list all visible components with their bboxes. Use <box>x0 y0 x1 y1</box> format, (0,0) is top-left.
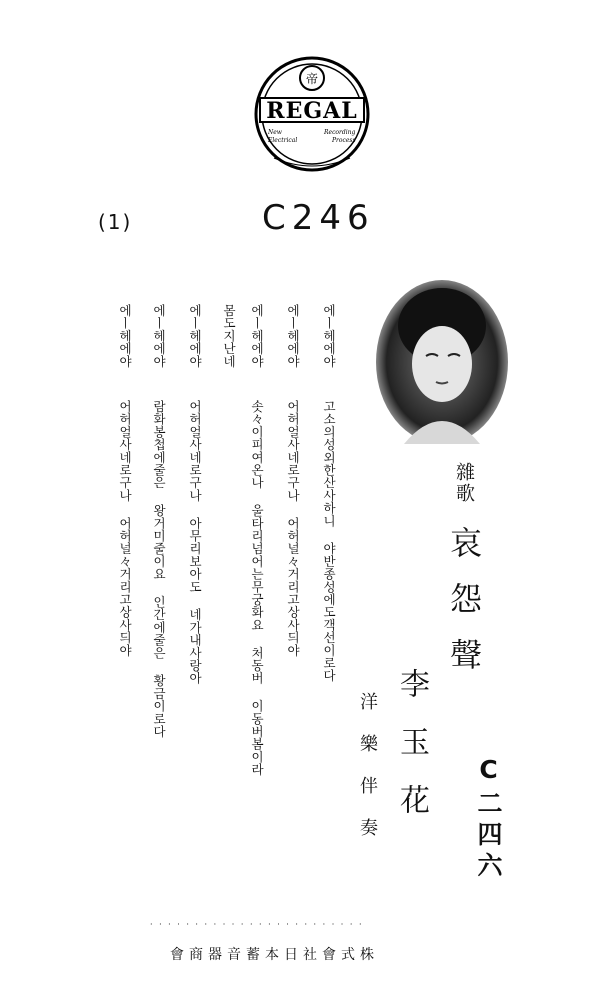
genre-label: 雜歌 <box>453 462 475 504</box>
lyric-line-5: 어허얼사네로구나 아무리보아도 네가내사랑아 <box>187 400 203 685</box>
svg-text:New: New <box>268 129 282 136</box>
lyric-line-7: 어허얼사네로구나 어허널々거리고상사듸야 <box>117 400 133 657</box>
footer-divider: · · · · · · · · · · · · · · · · · · · · · · · · <box>150 920 364 929</box>
lyric-line-2-refrain: 에ㅣ헤에야 <box>285 304 301 368</box>
lyric-line-2: 어허얼사네로구나 어허널々거리고상사듸야 <box>285 400 301 657</box>
singer-portrait <box>374 278 510 446</box>
publisher-name: 會商器音蓄本日社會式株 <box>170 947 379 963</box>
catalog-number: C246 <box>262 198 375 238</box>
lyric-line-3-refrain: 에ㅣ헤에야 <box>249 304 265 368</box>
svg-text:Process: Process <box>332 137 356 144</box>
page-number: (1) <box>98 210 133 234</box>
lyric-line-1-refrain: 에ㅣ헤에야 <box>321 304 337 368</box>
lyric-line-6: 람화봉첩에줄은 왕거미줄이요 인간에줄은 황금이로다 <box>151 400 167 738</box>
lyric-line-5-refrain: 에ㅣ헤에야 <box>187 304 203 368</box>
lyric-line-4: 몸도지난네 <box>221 304 237 368</box>
accompaniment-label: 洋樂伴奏 <box>357 692 378 860</box>
svg-text:REGAL: REGAL <box>266 98 358 124</box>
lyric-line-6-refrain: 에ㅣ헤에야 <box>151 304 167 368</box>
catalog-number-kanji: C二四六 <box>474 755 503 883</box>
lyric-line-3: 솟々이피여온나 울타리넘어는무궁화요 처동버 이동버봄이라 <box>249 400 265 776</box>
singer-name: 李玉花 <box>394 668 429 842</box>
song-title: 哀怨聲 <box>445 526 483 694</box>
svg-text:帝: 帝 <box>305 72 319 86</box>
svg-text:Recording: Recording <box>324 129 356 136</box>
regal-logo <box>252 48 372 180</box>
lyric-line-1: 고소의성외한산사하니 야반종성에도객선이로다 <box>321 400 337 682</box>
svg-text:Electrical: Electrical <box>268 137 298 144</box>
lyric-line-7-refrain: 에ㅣ헤에야 <box>117 304 133 368</box>
